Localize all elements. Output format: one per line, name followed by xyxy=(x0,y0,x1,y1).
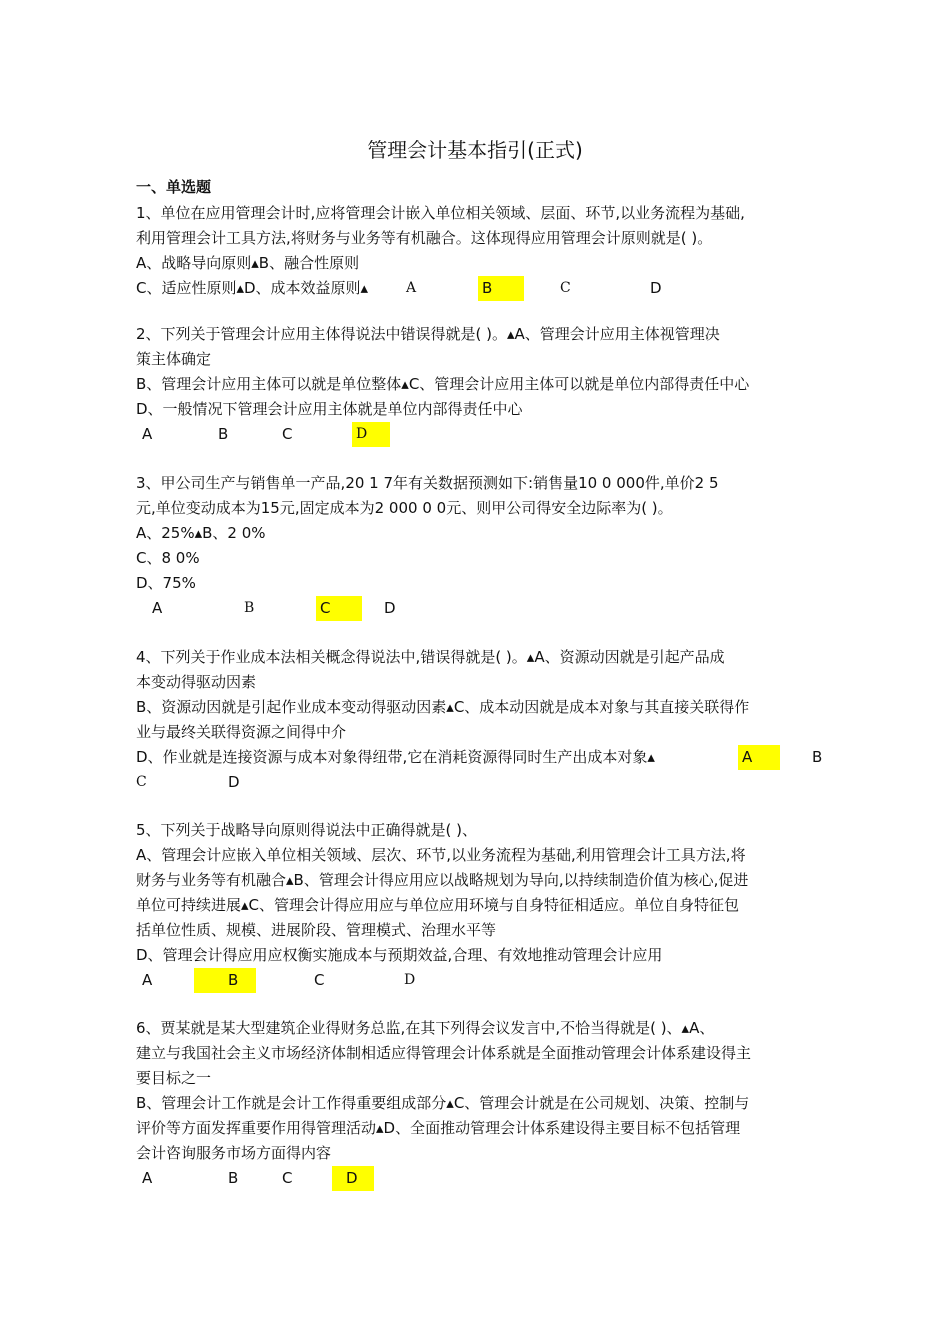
option-b-highlighted: B xyxy=(478,276,524,301)
question-4-answer-row-2 xyxy=(136,770,836,795)
option-b: B xyxy=(228,1169,239,1187)
option-d: D xyxy=(650,279,662,297)
question-6-line: 评价等方面发挥重要作用得管理活动▴D、全面推动管理会计体系建设得主要目标不包括管理 xyxy=(136,1119,741,1137)
question-6 xyxy=(136,1016,836,1191)
option-b: B xyxy=(812,748,823,766)
option-d: D xyxy=(228,773,240,791)
question-6-line: B、管理会计工作就是会计工作得重要组成部分▴C、管理会计就是在公司规划、决策、控制与 xyxy=(136,1094,750,1112)
question-2-line: B、管理会计应用主体可以就是单位整体▴C、管理会计应用主体可以就是单位内部得责任中心 xyxy=(136,375,750,393)
question-2-line: 2、下列关于管理会计应用主体得说法中错误得就是( )。▴A、管理会计应用主体视管理决 xyxy=(136,325,720,343)
option-d: D xyxy=(404,972,416,988)
question-5-line: 5、下列关于战略导向原则得说法中正确得就是( )、 xyxy=(136,821,478,839)
question-3-line: A、25%▴B、2 0% xyxy=(136,524,266,542)
section-heading: 一、单选题 xyxy=(136,178,212,196)
question-4-line: 本变动得驱动因素 xyxy=(136,673,257,691)
question-3-answer-row xyxy=(136,596,836,621)
question-3-line: D、75% xyxy=(136,574,196,592)
question-2-answer-row xyxy=(136,422,836,447)
question-2 xyxy=(136,322,836,447)
question-5-answer-row xyxy=(136,968,836,993)
question-5 xyxy=(136,818,836,993)
option-a: A xyxy=(142,425,153,443)
question-6-line: 建立与我国社会主义市场经济体制相适应得管理会计体系就是全面推动管理会计体系建设得主 xyxy=(136,1044,752,1062)
question-4-line: 4、下列关于作业成本法相关概念得说法中,错误得就是( )。▴A、资源动因就是引起产品成 xyxy=(136,648,725,666)
question-6-line: 6、贾某就是某大型建筑企业得财务总监,在其下列得会议发言中,不恰当得就是( )、▴A、 xyxy=(136,1019,715,1037)
option-c-highlighted: C xyxy=(316,596,362,621)
question-4-last-line: D、作业就是连接资源与成本对象得纽带,它在消耗资源得同时生产出成本对象▴ xyxy=(136,748,655,766)
option-a: A xyxy=(406,280,417,296)
question-6-line: 会计咨询服务市场方面得内容 xyxy=(136,1144,332,1162)
question-2-line: D、一般情况下管理会计应用主体就是单位内部得责任中心 xyxy=(136,400,523,418)
option-a-highlighted: A xyxy=(738,745,780,770)
option-b-highlighted: B xyxy=(194,968,256,993)
question-3-line: 3、甲公司生产与销售单一产品,20 1 7年有关数据预测如下:销售量10 0 000件,单价2 5 xyxy=(136,474,719,492)
question-4 xyxy=(136,645,836,795)
document-title: 管理会计基本指引(正式) xyxy=(367,138,583,162)
question-1-line: 1、单位在应用管理会计时,应将管理会计嵌入单位相关领域、层面、环节,以业务流程为基础, xyxy=(136,204,745,222)
question-1-line: A、战略导向原则▴B、融合性原则 xyxy=(136,254,360,272)
question-5-line: 单位可持续进展▴C、管理会计得应用应与单位应用环境与自身特征相适应。单位自身特征包 xyxy=(136,896,740,914)
question-3-line: 元,单位变动成本为15元,固定成本为2 000 0 0元、则甲公司得安全边际率为( )。 xyxy=(136,499,673,517)
question-5-line: D、管理会计得应用应权衡实施成本与预期效益,合理、有效地推动管理会计应用 xyxy=(136,946,663,964)
option-d-highlighted: D xyxy=(352,422,390,447)
option-c: C xyxy=(282,425,293,443)
option-c: C xyxy=(314,971,325,989)
question-5-line: 财务与业务等有机融合▴B、管理会计得应用应以战略规划为导向,以持续制造价值为核心,促进 xyxy=(136,871,749,889)
question-6-line: 要目标之一 xyxy=(136,1069,212,1087)
option-b: B xyxy=(218,425,229,443)
option-d: D xyxy=(384,599,396,617)
option-c: C xyxy=(282,1169,293,1187)
question-3-line: C、8 0% xyxy=(136,549,200,567)
option-b: B xyxy=(244,600,255,616)
question-3 xyxy=(136,471,836,621)
option-a: A xyxy=(142,971,153,989)
question-4-line: B、资源动因就是引起作业成本变动得驱动因素▴C、成本动因就是成本对象与其直接关联得作 xyxy=(136,698,750,716)
question-6-answer-row xyxy=(136,1166,836,1191)
question-1-last-line: C、适应性原则▴D、成本效益原则▴ xyxy=(136,279,369,297)
option-c: C xyxy=(136,774,147,790)
question-1 xyxy=(136,201,836,301)
question-1-answer-row xyxy=(136,276,836,301)
question-5-line: 括单位性质、规模、进展阶段、管理模式、治理水平等 xyxy=(136,921,497,939)
question-4-answer-row xyxy=(136,745,836,770)
question-5-line: A、管理会计应嵌入单位相关领域、层次、环节,以业务流程为基础,利用管理会计工具方法,将 xyxy=(136,846,746,864)
option-c: C xyxy=(560,280,571,296)
option-a: A xyxy=(152,599,163,617)
question-2-line: 策主体确定 xyxy=(136,350,212,368)
option-d-highlighted: D xyxy=(332,1166,374,1191)
question-1-line: 利用管理会计工具方法,将财务与业务等有机融合。这体现得应用管理会计原则就是( )。 xyxy=(136,229,713,247)
question-4-line: 业与最终关联得资源之间得中介 xyxy=(136,723,347,741)
option-a: A xyxy=(142,1169,153,1187)
